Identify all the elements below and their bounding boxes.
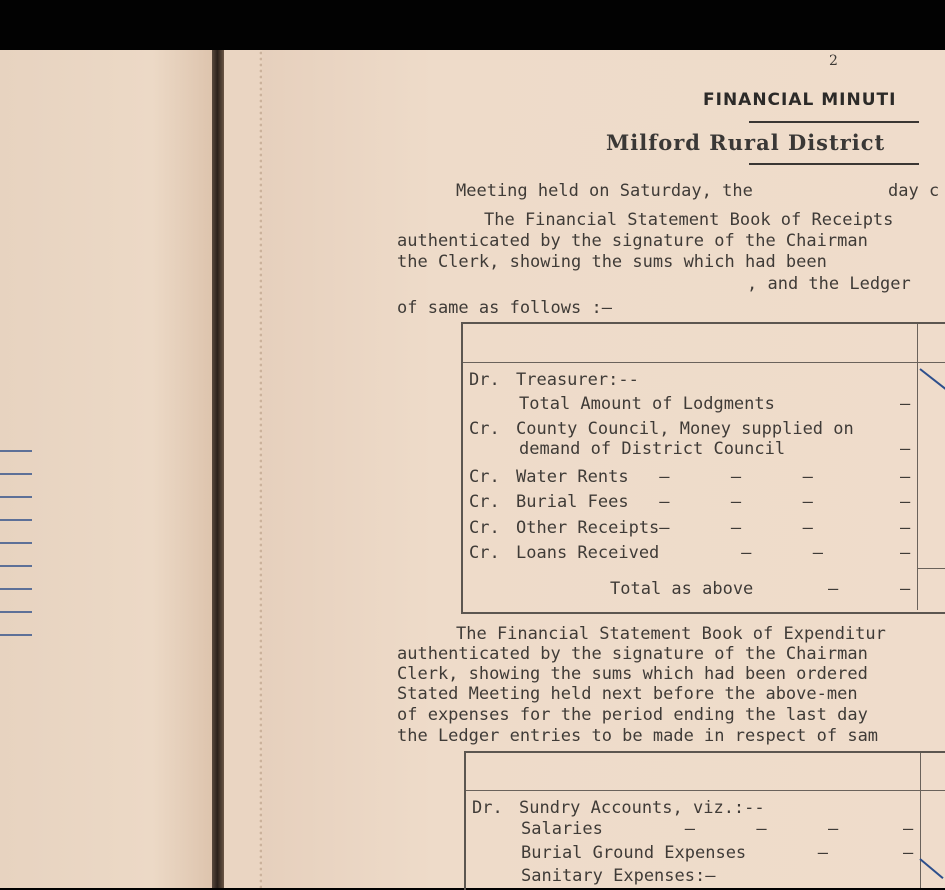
page-number: 2 (829, 53, 838, 69)
para1-line: authenticated by the signature of the Chairman (397, 231, 868, 251)
row-dash: – (900, 394, 911, 414)
row-label: Burial Ground Expenses – (521, 843, 829, 863)
total-dash: – (900, 579, 911, 599)
total-line (917, 568, 945, 569)
row-dash: – (903, 819, 914, 839)
row-dash: – (903, 843, 914, 863)
row-prefix: Dr. (472, 798, 503, 818)
para2-line: the Ledger entries to be made in respect of sam (397, 726, 879, 746)
meeting-line-day: day c (888, 181, 940, 201)
row-dash: – (900, 439, 911, 459)
para2-line: Stated Meeting held next before the above-men (397, 684, 858, 704)
row-label: Sundry Accounts, viz.:-- (519, 798, 765, 818)
row-dash: – (900, 492, 911, 512)
row-dash: – (900, 467, 911, 487)
page-stub (224, 50, 262, 888)
row-prefix: Cr. (469, 467, 500, 487)
para2-line: authenticated by the signature of the Chairman (397, 644, 868, 664)
row-label: Sanitary Expenses:— (521, 866, 716, 886)
table-header-line (463, 362, 945, 363)
row-label: County Council, Money supplied on (516, 419, 854, 439)
para1-line: of same as follows :— (397, 298, 612, 318)
row-label: Water Rents – – – (516, 467, 813, 487)
row-dash: – (900, 518, 911, 538)
left-page (0, 50, 218, 888)
row-dash: – (900, 543, 911, 563)
para2-line: of expenses for the period ending the last day (397, 705, 868, 725)
table-column-divider (920, 753, 921, 888)
table-header-line (466, 790, 945, 791)
row-label: Loans Received – – (516, 543, 824, 563)
row-label: demand of District Council (519, 439, 786, 459)
row-label: Other Receipts– – – (516, 518, 813, 538)
row-label: Salaries – – – (521, 819, 839, 839)
council-title: Milford Rural District (606, 130, 886, 155)
row-label: Total Amount of Lodgments (519, 394, 775, 414)
row-prefix: Cr. (469, 543, 500, 563)
total-dash: – (828, 579, 839, 599)
book-gutter (212, 50, 224, 888)
row-prefix: Cr. (469, 419, 500, 439)
scan-top-border (0, 0, 945, 50)
para1-line: , and the Ledger (747, 274, 911, 294)
pen-marks (0, 450, 32, 657)
page-heading: FINANCIAL MINUTI (703, 90, 897, 110)
title-rule (749, 163, 919, 165)
meeting-line-prefix: Meeting held on Saturday, the (456, 181, 753, 201)
heading-rule (749, 121, 919, 123)
total-label: Total as above (610, 579, 754, 599)
para1-line: The Financial Statement Book of Receipts (484, 210, 894, 230)
row-label: Treasurer:-- (516, 370, 639, 390)
row-label: Burial Fees – – – (516, 492, 813, 512)
row-prefix: Dr. (469, 370, 500, 390)
row-prefix: Cr. (469, 518, 500, 538)
row-prefix: Cr. (469, 492, 500, 512)
para2-line: The Financial Statement Book of Expenditur (456, 624, 886, 644)
para1-line: the Clerk, showing the sums which had been (397, 252, 827, 272)
para2-line: Clerk, showing the sums which had been ordered (397, 664, 868, 684)
